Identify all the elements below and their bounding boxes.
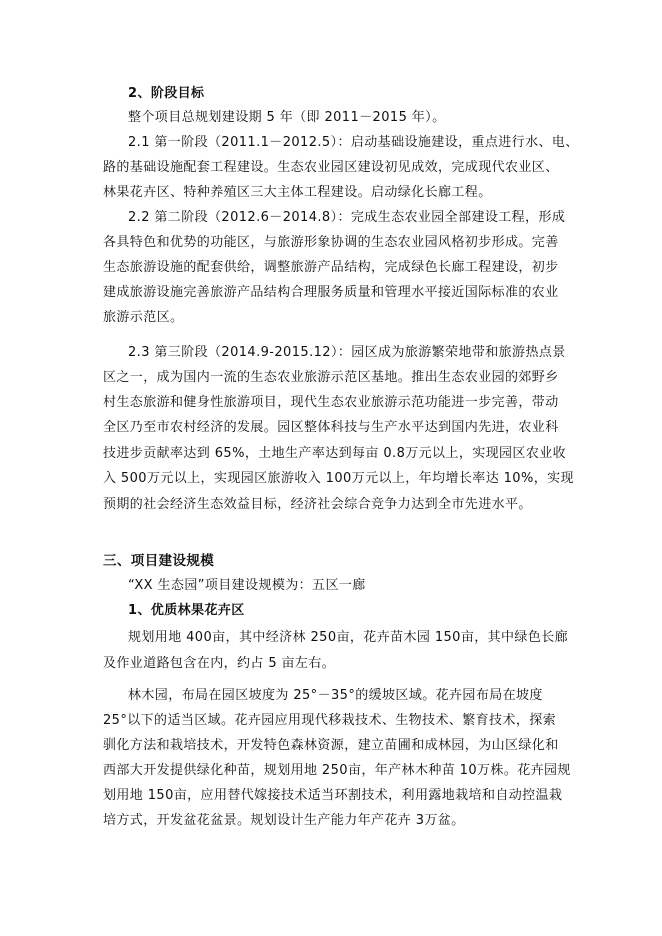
scale-sub-heading: 1、优质林果花卉区 [128,603,245,618]
phase3-line: 全区乃至市农村经济的发展。园区整体科技与生产水平达到国内先进，农业科 [103,420,559,435]
phase2-line: 生态旅游设施的配套供给，调整旅游产品结构，完成绿色长廊工程建设，初步 [103,260,559,275]
stage-goals-intro: 整个项目总规划建设期 5 年（即 2011－2015 年）。 [128,110,446,125]
scale-para2-line: 划用地 150亩，应用替代嫁接技术适当环割技术，利用露地栽培和自动控温栽 [103,788,563,803]
phase3-line: 技进步贡献率达到 65%，土地生产率达到每亩 0.8万元以上，实现园区农业收 [103,446,567,461]
scale-para2-line: 培方式，开发盆花盆景。规划设计生产能力年产花卉 3万盆。 [103,813,465,828]
scale-para1-line: 及作业道路包含在内，约占 5 亩左右。 [103,656,336,671]
phase2-line: 各具特色和优势的功能区，与旅游形象协调的生态农业园风格初步形成。完善 [103,235,559,250]
phase2-line: 建成旅游设施完善旅游产品结构合理服务质量和管理水平接近国际标准的农业 [103,285,559,300]
phase2-line: 旅游示范区。 [103,310,184,325]
phase3-line: 区之一，成为国内一流的生态农业旅游示范区基地。推出生态农业园的郊野乡 [103,370,559,385]
phase3-line: 入 500万元以上，实现园区旅游收入 100万元以上，年均增长率达 10%，实现 [103,471,574,486]
phase1-line: 路的基础设施配套工程建设。生态农业园区建设初见成效，完成现代农业区、 [103,160,559,175]
phase3-line: 2.3 第三阶段（2014.9-2015.12）：园区成为旅游繁荣地带和旅游热点景 [128,345,566,360]
scale-intro: “XX 生态园”项目建设规模为：五区一廊 [128,578,366,593]
scale-para2-line: 25°以下的适当区域。花卉园应用现代移栽技术、生物技术、繁育技术，探索 [103,713,557,728]
phase1-line: 林果花卉区、特种养殖区三大主体工程建设。启动绿化长廊工程。 [103,185,492,200]
scale-para2-line: 林木园，布局在园区坡度为 25°－35°的缓坡区域。花卉园布局在坡度 [128,688,543,703]
phase2-line: 2.2 第二阶段（2012.6－2014.8）：完成生态农业园全部建设工程，形成 [128,210,566,225]
stage-goals-heading: 2、阶段目标 [128,86,205,101]
phase3-line: 预期的社会经济生态效益目标，经济社会综合竞争力达到全市先进水平。 [103,497,532,512]
phase1-line: 2.1 第一阶段（2011.1－2012.5）：启动基础设施建设，重点进行水、电、 [128,135,579,150]
scale-heading: 三、项目建设规模 [103,553,215,569]
phase3-line: 村生态旅游和健身性旅游项目，现代生态农业旅游示范功能进一步完善，带动 [103,395,559,410]
scale-para1-line: 规划用地 400亩，其中经济林 250亩，花卉苗木园 150亩，其中绿色长廊 [128,630,569,645]
scale-para2-line: 西部大开发提供绿化种苗，规划用地 250亩，年产林木种苗 10万株。花卉园规 [103,763,571,778]
scale-para2-line: 驯化方法和栽培技术，开发特色森林资源，建立苗圃和成林园，为山区绿化和 [103,738,559,753]
